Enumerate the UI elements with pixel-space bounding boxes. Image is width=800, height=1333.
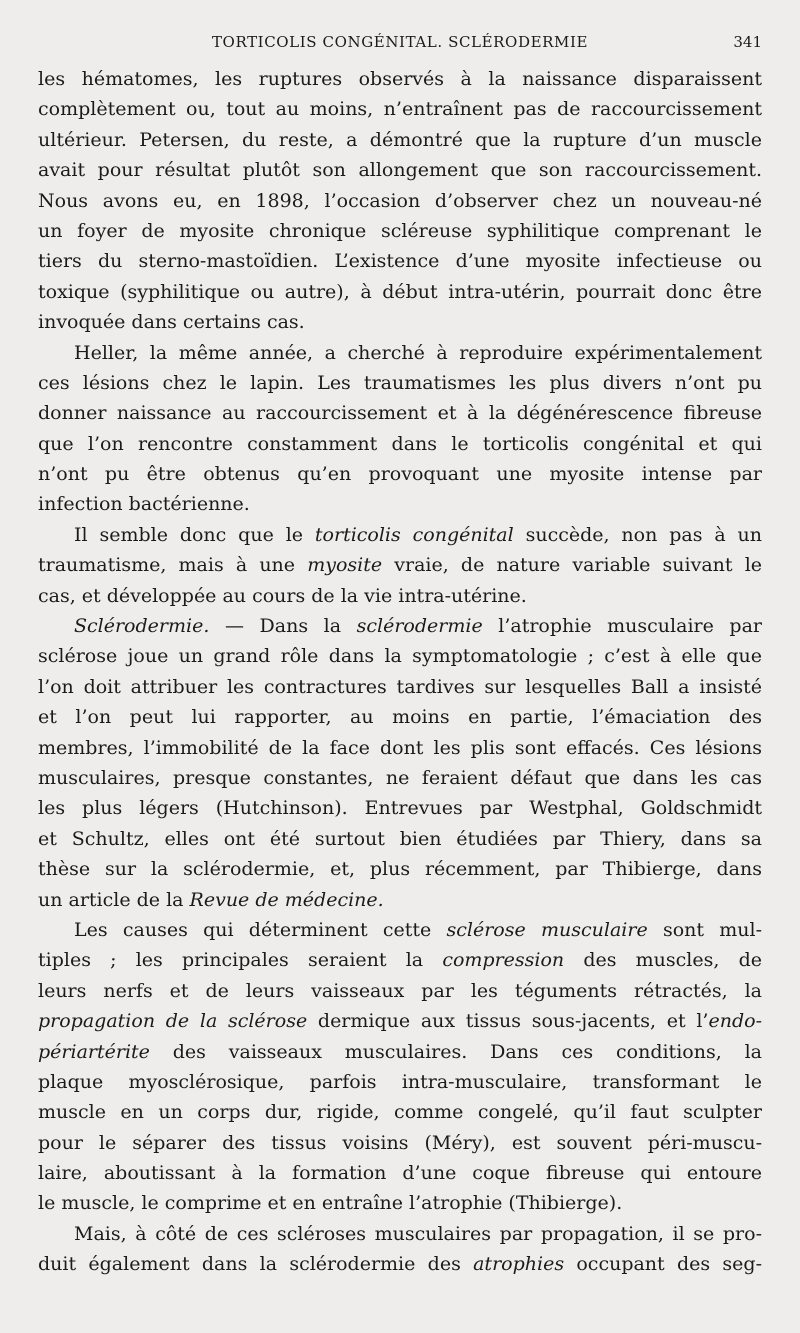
italic-text: sclérose musculaire (446, 918, 648, 941)
italic-text: torticolis congénital (314, 523, 514, 546)
text-run: dermique aux tissus sous-jacents, et l’ (307, 1010, 709, 1033)
text-line (38, 733, 762, 763)
text-line (38, 398, 762, 428)
text-run: invoquée dans certains cas. (38, 311, 305, 334)
text-run: avait pour résultat plutôt son allongement que son raccourcissement. (38, 159, 762, 182)
text-run: et Schultz, elles ont été surtout bien étudiées par Thiery, dans sa (38, 827, 762, 850)
italic-text: périartérite (38, 1040, 150, 1063)
text-run: cas, et développée au cours de la vie intra-utérine. (38, 584, 527, 607)
text-run: sont mul- (647, 918, 762, 941)
text-run: ultérieur. Petersen, du reste, a démontré que la rupture d’un muscle (38, 128, 762, 151)
text-run: les plus légers (Hutchinson). Entrevues par Westphal, Goldschmidt (38, 797, 762, 820)
text-run: Il semble donc que le (74, 523, 315, 546)
text-line (38, 125, 762, 155)
text-run: les hématomes, les ruptures observés à la naissance disparaissent (38, 68, 762, 90)
text-run: des vaisseaux musculaires. Dans ces conditions, la (149, 1040, 762, 1063)
text-line (38, 1128, 762, 1158)
text-line (38, 550, 762, 580)
text-line (38, 94, 762, 124)
running-title: TORTICOLIS CONGÉNITAL. SCLÉRODERMIE (211, 33, 589, 51)
text-line (38, 338, 762, 368)
text-line (38, 854, 762, 884)
text-line (38, 1037, 762, 1067)
text-run: duit également dans la sclérodermie des (38, 1253, 474, 1276)
text-line (38, 1158, 762, 1188)
text-run: leurs nerfs et de leurs vaisseaux par les téguments rétractés, la (38, 979, 762, 1002)
text-run: muscle en un corps dur, rigide, comme congelé, qu’il faut sculpter (38, 1101, 762, 1124)
italic-text: compression (442, 949, 565, 972)
text-run: l’atrophie musculaire par (482, 615, 762, 638)
text-run: musculaires, presque constantes, ne feraient défaut que dans les cas (38, 766, 762, 789)
text-run: un article de la (38, 888, 190, 911)
text-line (38, 520, 762, 550)
italic-text: sclérodermie (356, 615, 483, 638)
italic-text: endo- (708, 1010, 762, 1033)
text-run: toxique (syphilitique ou autre), à début intra-utérin, pourrait donc être (38, 280, 762, 303)
text-run: — Dans la (209, 615, 357, 638)
text-run: complètement ou, tout au moins, n’entraînent pas de raccourcissement (38, 98, 762, 121)
text-run: occupant des seg- (564, 1253, 762, 1276)
text-line (38, 489, 762, 519)
text-line (38, 216, 762, 246)
text-line (38, 64, 762, 94)
text-line (38, 429, 762, 459)
text-run: le muscle, le comprime et en entraîne l’atrophie (Thibierge). (38, 1192, 623, 1215)
text-line (38, 915, 762, 945)
text-line (38, 155, 762, 185)
text-line (38, 976, 762, 1006)
text-run: Les causes qui déterminent cette (74, 918, 447, 941)
text-line (38, 763, 762, 793)
text-run: thèse sur la sclérodermie, et, plus récemment, par Thibierge, dans (38, 858, 762, 881)
text-line (38, 702, 762, 732)
text-run: que l’on rencontre constamment dans le torticolis congénital et qui (38, 432, 762, 455)
text-line (38, 945, 762, 975)
text-run: traumatisme, mais à une (38, 554, 308, 577)
text-run: plaque myosclérosique, parfois intra-musculaire, transformant le (38, 1070, 762, 1093)
text-run: sclérose joue un grand rôle dans la symptomatologie ; c’est à elle que (38, 645, 762, 668)
text-line (38, 672, 762, 702)
text-line (38, 1219, 762, 1249)
text-line (38, 368, 762, 398)
text-line (38, 186, 762, 216)
text-run: succède, non pas à un (513, 523, 762, 546)
text-run: laire, aboutissant à la formation d’une coque fibreuse qui entoure (38, 1162, 762, 1185)
italic-text: myosite (307, 554, 383, 577)
text-run: n’ont pu être obtenus qu’en provoquant une myosite intense par (38, 463, 762, 486)
text-run: Heller, la même année, a cherché à reproduire expérimentalement (74, 341, 762, 364)
text-line (38, 1067, 762, 1097)
text-line (38, 581, 762, 611)
text-run: des muscles, de (564, 949, 762, 972)
italic-text: atrophies (473, 1253, 565, 1276)
text-line (38, 611, 762, 641)
text-line (38, 885, 762, 915)
body-text (38, 64, 762, 1280)
text-run: et l’on peut lui rapporter, au moins en partie, l’émaciation des (38, 706, 762, 729)
text-run: un foyer de myosite chronique scléreuse syphilitique comprenant le (38, 219, 762, 242)
text-run: Mais, à côté de ces scléroses musculaires par propagation, il se pro- (74, 1222, 762, 1245)
text-line (38, 1188, 762, 1218)
text-line (38, 1006, 762, 1036)
text-line (38, 1097, 762, 1127)
italic-text: Sclérodermie. (74, 615, 210, 638)
text-run: pour le séparer des tissus voisins (Méry), est souvent péri-muscu- (38, 1131, 762, 1154)
text-run: membres, l’immobilité de la face dont les plis sont effacés. Ces lésions (38, 736, 762, 759)
text-line (38, 1249, 762, 1279)
page-number: 341 (733, 33, 762, 51)
text-line (38, 277, 762, 307)
text-run: Nous avons eu, en 1898, l’occasion d’observer chez un nouveau-né (38, 189, 762, 212)
running-head (38, 30, 762, 56)
text-run: vraie, de nature variable suivant le (382, 554, 762, 577)
italic-text: Revue de médecine. (189, 888, 384, 911)
text-run: tiples ; les principales seraient la (38, 949, 443, 972)
text-run: l’on doit attribuer les contractures tardives sur lesquelles Ball a insisté (38, 675, 762, 698)
text-line (38, 824, 762, 854)
text-line (38, 459, 762, 489)
text-run: ces lésions chez le lapin. Les traumatismes les plus divers n’ont pu (38, 371, 762, 394)
text-line (38, 641, 762, 671)
text-run: infection bactérienne. (38, 493, 250, 516)
text-line (38, 793, 762, 823)
text-run: tiers du sterno-mastoïdien. L’existence d’une myosite infectieuse ou (38, 250, 762, 273)
text-run: donner naissance au raccourcissement et à la dégénérescence fibreuse (38, 402, 762, 425)
italic-text: propagation de la sclérose (38, 1010, 308, 1033)
text-line (38, 307, 762, 337)
text-line (38, 246, 762, 276)
